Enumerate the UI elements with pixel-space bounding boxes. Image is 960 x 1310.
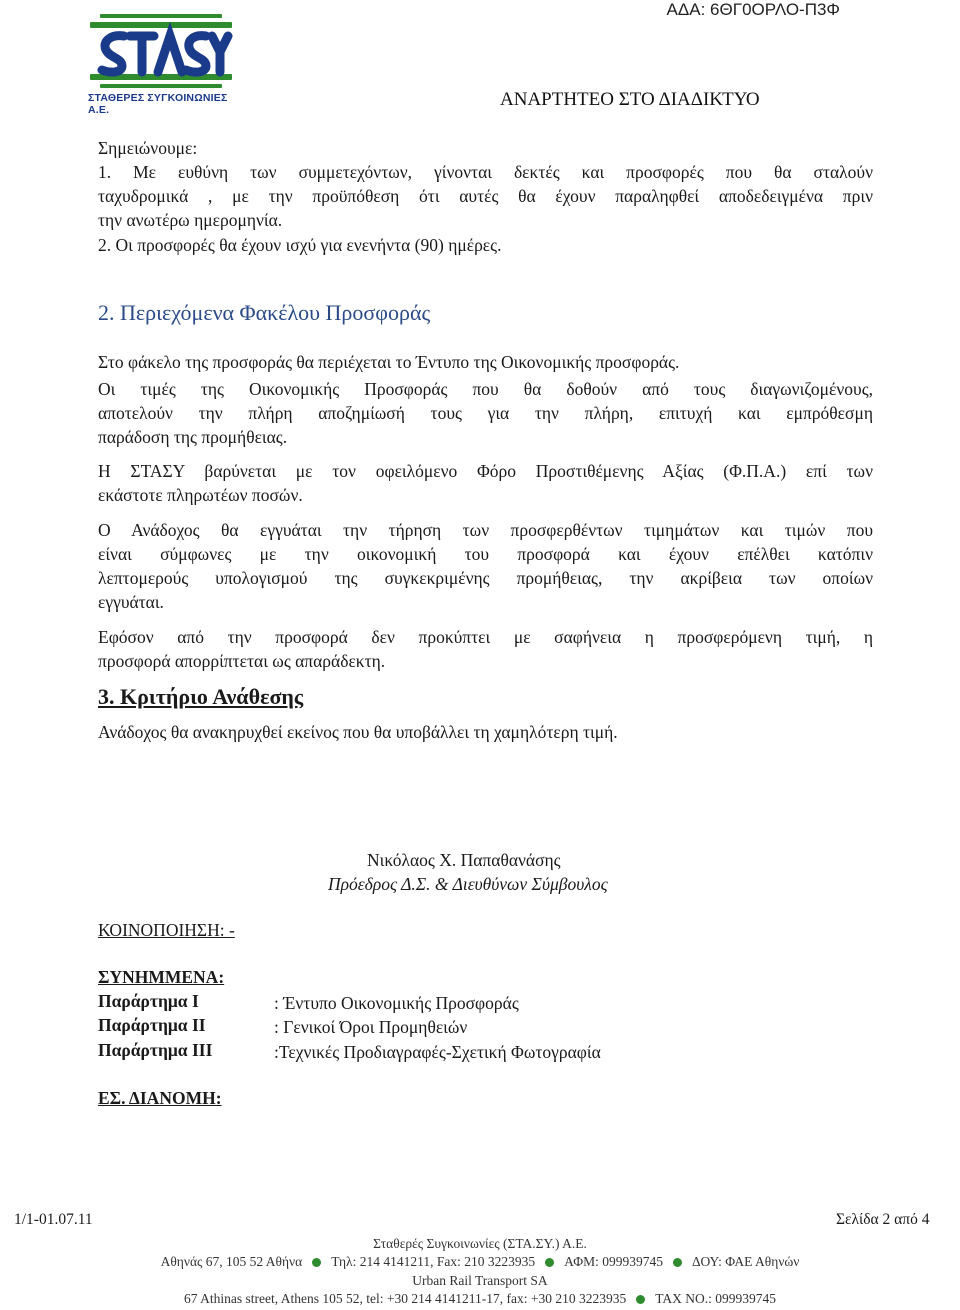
- footer-phone-gr: Τηλ: 214 4141211, Fax: 210 3223935: [331, 1254, 536, 1269]
- section2-p3-line1: Η ΣΤΑΣΥ βαρύνεται με τον οφειλόμενο Φόρο Προστιθέμενης Αξίας (Φ.Π.Α.) επί των: [98, 461, 873, 481]
- section2-p4-line3: λεπτομερούς υπολογισμού της συγκεκριμένης προμήθειας, την ακρίβεια των οποίων: [98, 568, 873, 588]
- section2-heading: 2. Περιεχόμενα Φακέλου Προσφοράς: [98, 300, 431, 325]
- footer-doy-gr: ΔΟΥ: ΦΑΕ Αθηνών: [692, 1254, 800, 1269]
- footer-address-en: 67 Athinas street, Athens 105 52, tel: +30 214 4141211-17, fax: +30 210 3223935: [184, 1291, 627, 1306]
- signatory-name: Νικόλαος Χ. Παπαθανάσης: [367, 850, 561, 870]
- section2-p5-line2: προσφορά απορρίπτεται ως απαράδεκτη.: [98, 651, 386, 671]
- annex-3-label: Παράρτημα ΙΙΙ: [98, 1040, 213, 1060]
- logo-caption: ΣΤΑΘΕΡΕΣ ΣΥΓΚΟΙΝΩΝΙΕΣ Α.Ε.: [88, 92, 228, 116]
- footer-address-gr: Αθηνάς 67, 105 52 Αθήνα: [160, 1254, 303, 1269]
- ada-code: ΑΔΑ: 6ΘΓ0ΟΡΛΟ-Π3Φ: [666, 0, 840, 19]
- bullet-icon: [636, 1295, 645, 1304]
- notes-title: Σημειώνουμε:: [98, 138, 198, 158]
- footer-contact-en: [0, 1291, 960, 1307]
- section2-p1: Στο φάκελο της προσφοράς θα περιέχεται το Έντυπο της Οικονομικής προσφοράς.: [98, 352, 680, 372]
- posted-notice: ΑΝΑΡΤΗΤΕΟ ΣΤΟ ΔΙΑΔΙΚΤΥΟ: [500, 89, 760, 110]
- section2-p3-line2: εκάστοτε πληρωτέων ποσών.: [98, 485, 303, 505]
- koinopoiisi-label: ΚΟΙΝΟΠΟΙΗΣΗ: -: [98, 920, 235, 940]
- notes-item1-line1: 1. Με ευθύνη των συμμετεχόντων, γίνονται δεκτές και προσφορές που θα σταλούν: [98, 162, 873, 182]
- footer-contact-gr: [0, 1254, 960, 1270]
- bullet-icon: [673, 1258, 682, 1267]
- notes-item2: 2. Οι προσφορές θα έχουν ισχύ για ενενήντα (90) ημέρες.: [98, 235, 502, 255]
- es-dianomi-label: ΕΣ. ΔΙΑΝΟΜΗ:: [98, 1088, 222, 1108]
- annex-1-desc: : Έντυπο Οικονομικής Προσφοράς: [274, 993, 519, 1013]
- section2-p4-line2: είναι σύμφωνες με την οικονομική του προσφορά και έχουν επέλθει κατόπιν: [98, 544, 873, 564]
- notes-item1-line3: την ανωτέρω ημερομηνία.: [98, 210, 283, 230]
- annex-2-desc: : Γενικοί Όροι Προμηθειών: [274, 1017, 468, 1037]
- section2-p2-line2: αποτελούν την πλήρη αποζημίωσή τους για την πλήρη, επιτυχή και εμπρόθεσμη: [98, 403, 873, 423]
- page-number: Σελίδα 2 από 4: [836, 1211, 930, 1228]
- notes-item1-line2: ταχυδρομικά , με την προϋπόθεση ότι αυτές θα έχουν παραληφθεί αποδεδειγμένα πριν: [98, 186, 873, 206]
- synimmena-label: ΣΥΝΗΜΜΕΝΑ:: [98, 967, 225, 987]
- section2-p2-line1: Οι τιμές της Οικονομικής Προσφοράς που θα δοθούν από τους διαγωνιζομένους,: [98, 379, 873, 399]
- footer-company-gr: Σταθερές Συγκοινωνίες (ΣΤΑ.ΣΥ.) Α.Ε.: [373, 1236, 587, 1251]
- annex-2-label: Παράρτημα ΙΙ: [98, 1015, 206, 1035]
- section3-heading: 3. Κριτήριο Ανάθεσης: [98, 684, 304, 709]
- footer-company-en: Urban Rail Transport SA: [412, 1273, 548, 1288]
- section2-p2-line3: παράδοση της προμήθειας.: [98, 427, 288, 447]
- signatory-title: Πρόεδρος Δ.Σ. & Διευθύνων Σύμβουλος: [328, 874, 608, 894]
- annex-1-label: Παράρτημα Ι: [98, 991, 199, 1011]
- doc-code: 1/1-01.07.11: [14, 1211, 93, 1228]
- section2-p4-line1: Ο Ανάδοχος θα εγγυάται την τήρηση των προσφερθέντων τιμημάτων και τιμών που: [98, 520, 873, 540]
- section2-p4-line4: εγγυάται.: [98, 592, 164, 612]
- footer-tax-en: TAX NO.: 099939745: [655, 1291, 776, 1306]
- annex-3-desc: :Τεχνικές Προδιαγραφές-Σχετική Φωτογραφία: [274, 1042, 601, 1062]
- section2-p5-line1: Εφόσον από την προσφορά δεν προκύπτει με σαφήνεια η προσφερόμενη τιμή, η: [98, 627, 873, 647]
- bullet-icon: [312, 1258, 321, 1267]
- footer-afm-gr: ΑΦΜ: 099939745: [564, 1254, 664, 1269]
- bullet-icon: [545, 1258, 554, 1267]
- section3-p1: Ανάδοχος θα ανακηρυχθεί εκείνος που θα υποβάλλει τη χαμηλότερη τιμή.: [98, 722, 618, 742]
